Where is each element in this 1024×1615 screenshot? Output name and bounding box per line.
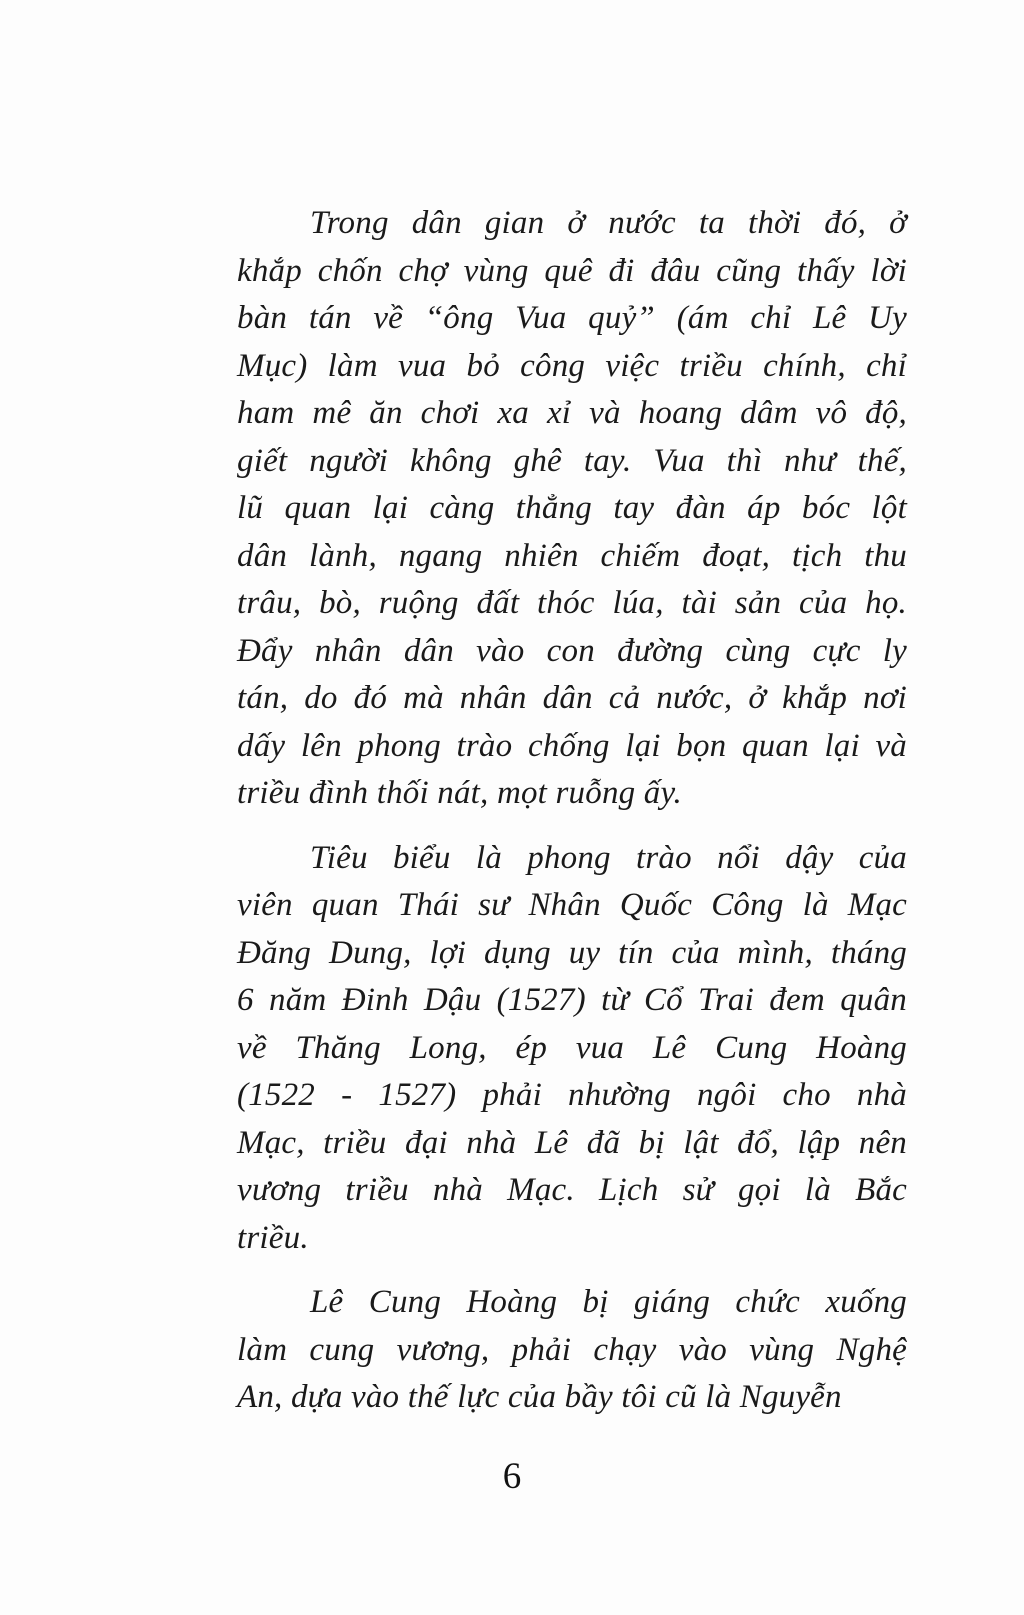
text-line: trâu, bò, ruộng đất thóc lúa, tài sản của họ. — [237, 585, 907, 621]
text-line: Đẩy nhân dân vào con đường cùng cực ly — [237, 632, 907, 669]
text-line: triều. — [237, 1219, 309, 1256]
text-line: làm cung vương, phải chạy vào vùng Nghệ — [237, 1331, 907, 1368]
text-line: (1522 - 1527) phải nhường ngôi cho nhà — [237, 1077, 907, 1113]
paragraph — [237, 200, 907, 818]
text-line: Lê Cung Hoàng bị giáng chức xuống — [310, 1284, 907, 1320]
text-line: lũ quan lại càng thẳng tay đàn áp bóc lột — [237, 490, 907, 526]
text-line: dân lành, ngang nhiên chiếm đoạt, tịch thu — [237, 537, 907, 574]
text-line: Trong dân gian ở nước ta thời đó, ở — [310, 205, 907, 241]
text-line: tán, do đó mà nhân dân cả nước, ở khắp nơi — [237, 680, 907, 716]
text-line: viên quan Thái sư Nhân Quốc Công là Mạc — [237, 887, 907, 923]
page-number: 6 — [502, 1456, 522, 1497]
text-line: triều đình thối nát, mọt ruỗng ấy. — [237, 775, 682, 811]
text-line: Đăng Dung, lợi dụng uy tín của mình, tháng — [237, 934, 907, 971]
paragraph — [237, 1279, 907, 1422]
text-line: giết người không ghê tay. Vua thì như thế, — [237, 442, 907, 479]
text-line: về Thăng Long, ép vua Lê Cung Hoàng — [237, 1029, 907, 1066]
text-line: dấy lên phong trào chống lại bọn quan lại và — [237, 727, 907, 764]
text-line: ham mê ăn chơi xa xỉ và hoang dâm vô độ, — [237, 395, 907, 431]
paragraph — [237, 835, 907, 1263]
text-line: 6 năm Đinh Dậu (1527) từ Cổ Trai đem quân — [237, 982, 907, 1018]
text-line: vương triều nhà Mạc. Lịch sử gọi là Bắc — [237, 1172, 907, 1208]
text-line: Mục) làm vua bỏ công việc triều chính, chỉ — [237, 347, 907, 384]
text-line: bàn tán về “ông Vua quỷ” (ám chỉ Lê Uy — [237, 300, 907, 336]
body-text — [237, 200, 907, 1439]
text-line: Tiêu biểu là phong trào nổi dậy của — [310, 839, 907, 876]
text-line: khắp chốn chợ vùng quê đi đâu cũng thấy lời — [237, 252, 907, 289]
text-line: An, dựa vào thế lực của bầy tôi cũ là Nguyễn — [237, 1379, 842, 1415]
text-line: Mạc, triều đại nhà Lê đã bị lật đổ, lập nên — [237, 1124, 907, 1161]
